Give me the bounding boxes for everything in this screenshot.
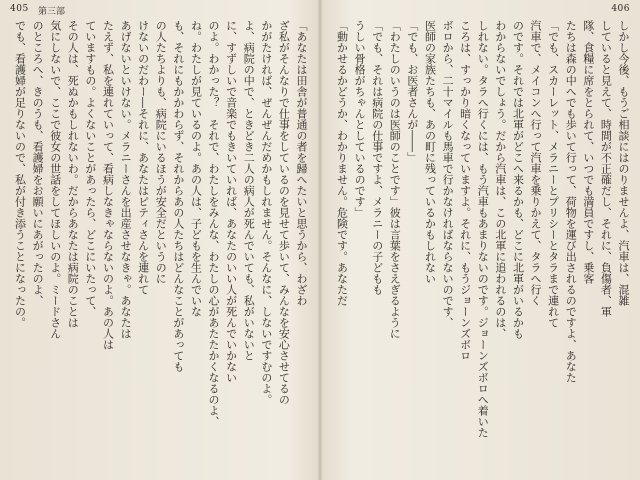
text-line: の人たちよりも、病院にいるほうが安全だというのに [154,20,168,284]
text-line: も、それにもかかわらず、それからあの人たちはどんなことがあっても [171,20,185,372]
text-line: 「わたしのいうのは医師のことです」彼は言葉をさえぎるように [388,20,402,339]
left-running-header: 第三部 [38,7,66,17]
text-line: しれない。タラへ行くには、もう汽車もあまりないのです。ジョーンズボロへ着いた [476,20,490,438]
text-line: ていますもの。よくないことがあったら、どこにいたって、 [83,20,97,317]
text-line: 隊、食糧に席をとられて、いつでも満員ですし、乗客 [581,20,595,284]
text-line: のよ。わかった？ それで、わたしをみんな、わたしの心があたたかくなるのよ、 [207,20,221,427]
text-line: していると見えて、時間が不正確だし、それに、負傷者、軍 [599,20,613,317]
text-line: たちは森の中へでも歩いて行って、荷物を運び出されるのですよ、あなた [564,20,578,383]
text-line: ざ私がそんなりで仕事をしているのを見せて歩いて、みんなを安心させてるの [277,20,291,405]
text-line: 「あなたは田舎が普通の者を歸へたいと思うから、わざわ [295,20,308,306]
text-line: 気にしないで、ここで彼女の世話をしてほしいのよ。ミードさん [48,20,62,339]
text-line: 「でも、スカーレット、メラニーとプリシーとタラまで連れて [546,20,560,328]
text-line: に、すずしいで音楽でもきいていれば、あなたのいい人が死んでいかない [224,20,238,383]
text-line: 「でも、それは病院の仕事ですよ、メラニーの子どもも [370,20,384,295]
text-line: しかし今後、もうご相談にはのりませんよ、汽車は、混雑 [617,20,630,306]
text-line: ね。わたしが見ているのよ。あの人は、子どもを生んでいな [189,20,203,317]
right-page-body [330,20,632,468]
text-line [10,20,11,468]
text-line: 汽車で、メイコンへ行って汽車を乗りかえて、タラへ行く [529,20,543,306]
text-line: 医師の家族たちも、あの町に残っているかもしれない [423,20,437,284]
text-line: うしい骨格がちゃんとしているのです」 [353,20,367,218]
text-line: ころは、すっかり暗くなっていますよ。それに、もうジョーンズボロ [458,20,472,361]
text-line: けないのだわー―それに、あなたはピティさんを連れて [136,20,150,295]
text-line: わからないでしょう。だから汽車は、この北軍に追われるのは、 [493,20,507,339]
text-line: でも、看護婦が足りないので、私が付き添うことになったの。 [13,20,27,328]
text-line: 「動かせるかどうか、わかりません。危険です。あなただ [335,20,349,306]
text-line: その人は、死ぬかもしれないわ。だからあなたは病院のことは [66,20,80,328]
text-line: のところへ、きのうも、看護婦をお願いにあがったのよ、 [31,20,45,306]
left-page-body [10,20,310,468]
text-line: よ、病院の中で、ときどき二人の病人が死んでいても、私がいないと [242,20,256,361]
text-line: 「でも、お医者さんが――」 [405,20,419,163]
text-line: ボロから、二十マイルも馬車で行かなければならないのです、 [441,20,455,328]
left-page-number: 405 [10,4,29,14]
text-line: あげないといけない。メラニーさんを出産させなきゃ。あなたは [119,20,133,339]
text-line: かがたければ、ぜんぜんだめかもしれません。そんなに、しないですむのよ。 [259,20,273,405]
text-line: のです。それでは北軍がどこへ来るかも、どこに北軍がいるかも [511,20,525,339]
text-line: たえず、私を連れていって、看病しなきゃならないのよ。あの人は [101,20,115,350]
right-page-number: 406 [611,4,630,14]
book-spine [318,0,322,480]
text-line [330,20,333,468]
